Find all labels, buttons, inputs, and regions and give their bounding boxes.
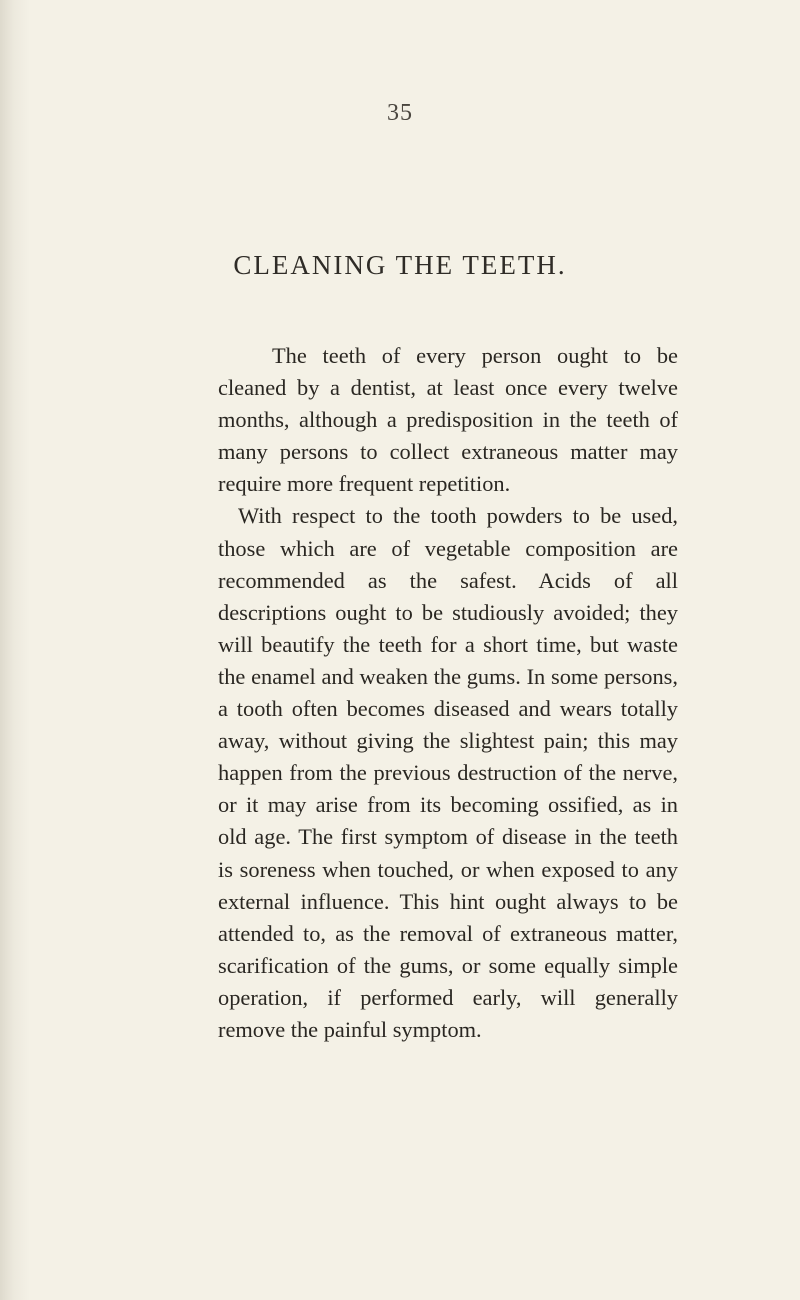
body-text	[218, 340, 678, 1046]
paragraph-1: The teeth of every person ought to be cleaned by a dentist, at least once every twelve months, although a predisposition in the teeth of many persons to collect extraneous matter may require more frequent repetition.	[218, 343, 678, 497]
paragraph-2: With respect to the tooth powders to be used, those which are of vegetable composition are recommended as the safest. Acids of all descriptions ought to be studiously avoided; they will beautify the teeth for a short time, but waste the enamel and weaken the gums. In some persons, a tooth often becomes diseased and wears totally away, without giving the slightest pain; this may happen from the previous destruction of the nerve, or it may arise from its becoming ossified, as in old age. The first symptom of disease in the teeth is soreness when touched, or when exposed to any external influence. This hint ought always to be attended to, as the removal of extraneous matter, scarification of the gums, or some equally simple operation, if performed early, will generally remove the painful symptom.	[218, 503, 678, 1042]
page-number: 35	[387, 100, 413, 126]
chapter-title: CLEANING THE TEETH.	[233, 250, 567, 280]
